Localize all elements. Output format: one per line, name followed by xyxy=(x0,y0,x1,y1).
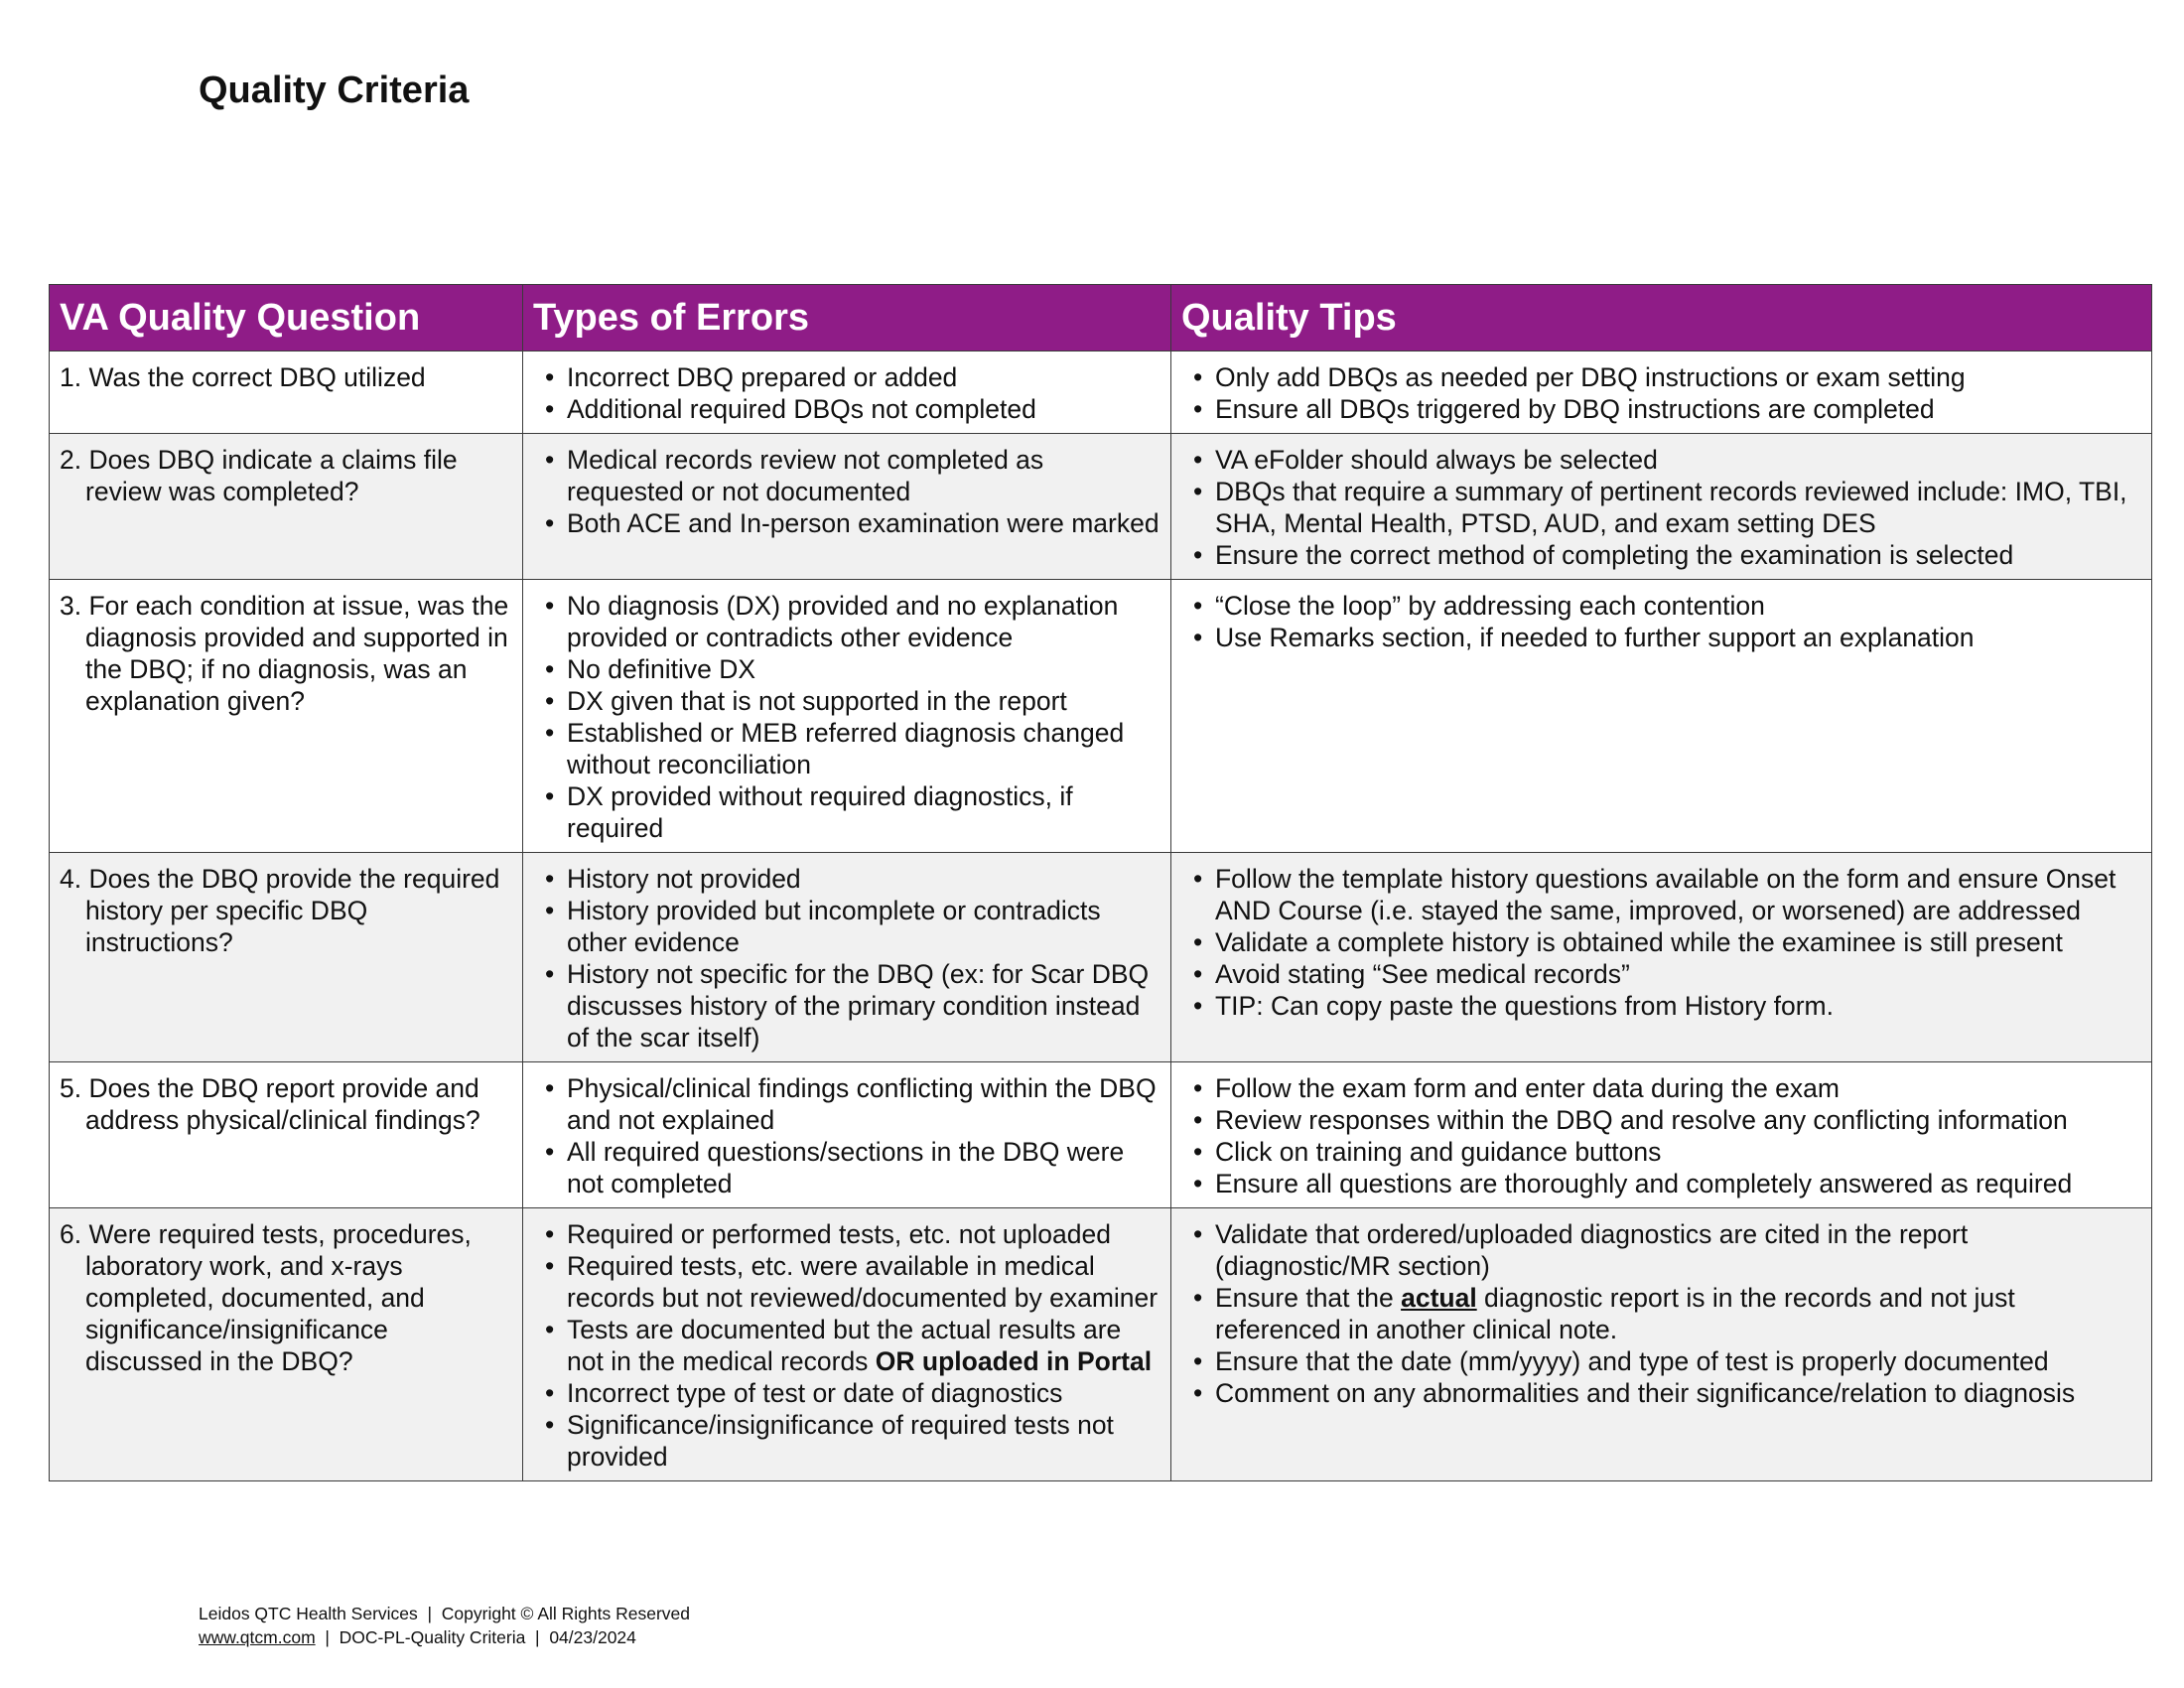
footer-doc-info xyxy=(199,1625,690,1649)
errors-cell xyxy=(523,1062,1171,1208)
text-segment: Required tests, etc. were available in medical records but not reviewed/documented by examiner xyxy=(567,1251,1159,1313)
text-segment: Incorrect type of test or date of diagnostics xyxy=(567,1378,1063,1408)
error-list xyxy=(533,863,1160,1054)
error-item xyxy=(533,1218,1160,1250)
error-list xyxy=(533,1218,1160,1473)
tip-item xyxy=(1181,539,2141,571)
tip-item xyxy=(1181,476,2141,539)
text-segment: Ensure that the xyxy=(1215,1283,1402,1313)
text-segment: Physical/clinical findings conflicting within the DBQ and not explained xyxy=(567,1073,1157,1135)
error-item xyxy=(533,863,1160,895)
text-segment: Significance/insignificance of required tests not provided xyxy=(567,1410,1114,1472)
tip-item xyxy=(1181,958,2141,990)
tip-item xyxy=(1181,926,2141,958)
error-item xyxy=(533,507,1160,539)
tips-cell xyxy=(1171,580,2152,853)
errors-cell xyxy=(523,580,1171,853)
error-item xyxy=(533,685,1160,717)
error-list xyxy=(533,361,1160,425)
tip-list xyxy=(1181,361,2141,425)
text-segment: DX given that is not supported in the report xyxy=(567,686,1067,716)
website-link[interactable]: www.qtcm.com xyxy=(199,1627,316,1647)
error-item xyxy=(533,895,1160,958)
tip-item xyxy=(1181,1136,2141,1168)
text-segment: diagnostic report is in the records and not just referenced in another clinical note. xyxy=(1215,1283,2015,1344)
text-segment: DBQs that require a summary of pertinent records reviewed include: IMO, TBI, SHA, Mental Health, PTSD, AUD, and exam setting DES xyxy=(1215,477,2127,538)
tip-list xyxy=(1181,590,2141,653)
footer-doc-ref: | DOC-PL-Quality Criteria | 04/23/2024 xyxy=(315,1627,636,1647)
errors-cell xyxy=(523,853,1171,1062)
quality-criteria-table xyxy=(49,284,2152,1481)
table-row xyxy=(50,853,2152,1062)
text-segment: OR uploaded in Portal xyxy=(875,1346,1153,1376)
tip-item xyxy=(1181,863,2141,926)
text-segment: Click on training and guidance buttons xyxy=(1215,1137,1662,1167)
header-types-of-errors: Types of Errors xyxy=(523,285,1171,352)
error-list xyxy=(533,590,1160,844)
text-segment: No diagnosis (DX) provided and no explanation provided or contradicts other evidence xyxy=(567,591,1119,652)
error-item xyxy=(533,1072,1160,1136)
text-segment: Review responses within the DBQ and resolve any conflicting information xyxy=(1215,1105,2068,1135)
errors-cell xyxy=(523,1208,1171,1481)
text-segment: Follow the template history questions available on the form and ensure Onset AND Course (i.e. stayed the same, improved, or worsened) are addressed xyxy=(1215,864,2116,925)
tips-cell xyxy=(1171,1208,2152,1481)
question-cell xyxy=(50,434,523,580)
tips-cell xyxy=(1171,1062,2152,1208)
text-segment: Validate a complete history is obtained while the examinee is still present xyxy=(1215,927,2063,957)
header-quality-tips: Quality Tips xyxy=(1171,285,2152,352)
tip-item xyxy=(1181,444,2141,476)
tip-item xyxy=(1181,1168,2141,1199)
text-segment: Ensure that the date (mm/yyyy) and type of test is properly documented xyxy=(1215,1346,2049,1376)
error-item xyxy=(533,1136,1160,1199)
text-segment: Established or MEB referred diagnosis changed without reconciliation xyxy=(567,718,1125,779)
errors-cell xyxy=(523,352,1171,434)
table-row xyxy=(50,434,2152,580)
error-list xyxy=(533,1072,1160,1199)
tip-item xyxy=(1181,361,2141,393)
text-segment: TIP: Can copy paste the questions from History form. xyxy=(1215,991,1834,1021)
error-item xyxy=(533,444,1160,507)
error-item xyxy=(533,1250,1160,1314)
table-row xyxy=(50,1208,2152,1481)
text-segment: “Close the loop” by addressing each contention xyxy=(1215,591,1765,621)
error-item xyxy=(533,958,1160,1054)
table-row xyxy=(50,1062,2152,1208)
tip-list xyxy=(1181,1072,2141,1199)
text-segment: Medical records review not completed as requested or not documented xyxy=(567,445,1044,506)
text-segment: Both ACE and In-person examination were marked xyxy=(567,508,1160,538)
text-segment: Follow the exam form and enter data during the exam xyxy=(1215,1073,1840,1103)
tip-item xyxy=(1181,1104,2141,1136)
tip-item xyxy=(1181,622,2141,653)
header-va-quality-question: VA Quality Question xyxy=(50,285,523,352)
error-item xyxy=(533,653,1160,685)
tip-item xyxy=(1181,393,2141,425)
tip-item xyxy=(1181,1072,2141,1104)
error-item xyxy=(533,590,1160,653)
text-segment: Tests are documented but the actual results are not in the medical records xyxy=(567,1315,1122,1376)
footer-copyright: Leidos QTC Health Services | Copyright © All Rights Reserved xyxy=(199,1604,690,1623)
tip-item xyxy=(1181,1345,2141,1377)
question-text: 6. Were required tests, procedures, laboratory work, and x-rays completed, documented, and significance/insignificance discussed in the DBQ? xyxy=(60,1219,472,1376)
error-item xyxy=(533,393,1160,425)
question-text: 4. Does the DBQ provide the required history per specific DBQ instructions? xyxy=(60,864,500,957)
text-segment: Incorrect DBQ prepared or added xyxy=(567,362,958,392)
page-title: Quality Criteria xyxy=(199,70,470,111)
error-list xyxy=(533,444,1160,539)
question-cell xyxy=(50,580,523,853)
errors-cell xyxy=(523,434,1171,580)
question-text: 3. For each condition at issue, was the diagnosis provided and supported in the DBQ; if no diagnosis, was an explanation given? xyxy=(60,591,509,716)
text-segment: VA eFolder should always be selected xyxy=(1215,445,1658,475)
tip-list xyxy=(1181,863,2141,1022)
question-cell xyxy=(50,1208,523,1481)
tip-list xyxy=(1181,1218,2141,1409)
tip-item xyxy=(1181,1282,2141,1345)
error-item xyxy=(533,1409,1160,1473)
tip-list xyxy=(1181,444,2141,571)
tips-cell xyxy=(1171,853,2152,1062)
text-segment: Use Remarks section, if needed to further support an explanation xyxy=(1215,623,1975,652)
question-text: 5. Does the DBQ report provide and address physical/clinical findings? xyxy=(60,1073,480,1135)
text-segment: DX provided without required diagnostics, if required xyxy=(567,781,1073,843)
text-segment: Additional required DBQs not completed xyxy=(567,394,1036,424)
question-cell xyxy=(50,853,523,1062)
text-segment: Ensure all questions are thoroughly and completely answered as required xyxy=(1215,1169,2073,1198)
tip-item xyxy=(1181,1377,2141,1409)
text-segment: No definitive DX xyxy=(567,654,756,684)
text-segment: Ensure the correct method of completing the examination is selected xyxy=(1215,540,2014,570)
tips-cell xyxy=(1171,352,2152,434)
question-text: 1. Was the correct DBQ utilized xyxy=(60,362,426,392)
text-segment: Ensure all DBQs triggered by DBQ instructions are completed xyxy=(1215,394,1935,424)
question-text: 2. Does DBQ indicate a claims file review was completed? xyxy=(60,445,458,506)
error-item xyxy=(533,361,1160,393)
question-cell xyxy=(50,1062,523,1208)
text-segment: History not specific for the DBQ (ex: for Scar DBQ discusses history of the primary condition instead of the scar itself) xyxy=(567,959,1150,1053)
tip-item xyxy=(1181,1218,2141,1282)
error-item xyxy=(533,780,1160,844)
text-segment: History not provided xyxy=(567,864,801,894)
text-segment: Comment on any abnormalities and their significance/relation to diagnosis xyxy=(1215,1378,2076,1408)
error-item xyxy=(533,717,1160,780)
text-segment: Validate that ordered/uploaded diagnostics are cited in the report (diagnostic/MR section) xyxy=(1215,1219,1969,1281)
text-segment: Only add DBQs as needed per DBQ instructions or exam setting xyxy=(1215,362,1966,392)
text-segment: All required questions/sections in the DBQ were not completed xyxy=(567,1137,1125,1198)
tip-item xyxy=(1181,590,2141,622)
table-header-row xyxy=(50,285,2152,352)
error-item xyxy=(533,1314,1160,1377)
table-row xyxy=(50,580,2152,853)
tip-item xyxy=(1181,990,2141,1022)
text-segment: History provided but incomplete or contradicts other evidence xyxy=(567,896,1101,957)
question-cell xyxy=(50,352,523,434)
text-segment: Required or performed tests, etc. not uploaded xyxy=(567,1219,1111,1249)
tips-cell xyxy=(1171,434,2152,580)
footer xyxy=(199,1602,690,1649)
error-item xyxy=(533,1377,1160,1409)
text-segment: actual xyxy=(1401,1283,1477,1313)
table-row xyxy=(50,352,2152,434)
text-segment: Avoid stating “See medical records” xyxy=(1215,959,1630,989)
